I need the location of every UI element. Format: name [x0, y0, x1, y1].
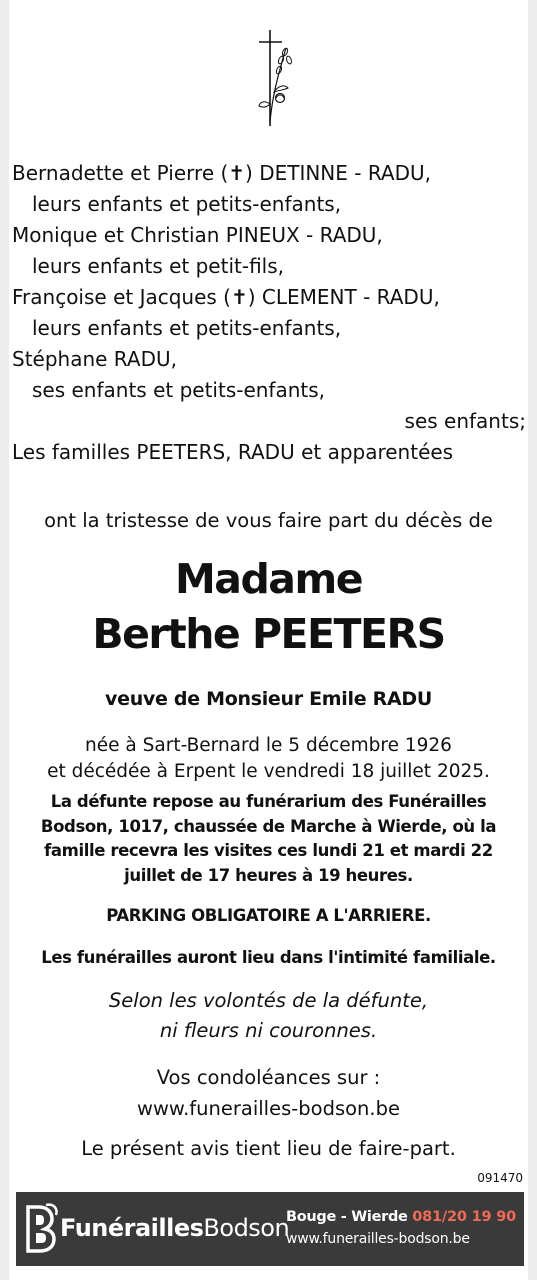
- wishes-line: ni fleurs ni couronnes.: [159, 1019, 378, 1042]
- phone-number[interactable]: 081/20 19 90: [412, 1209, 516, 1225]
- locations: Bouge - Wierde: [285, 1209, 408, 1225]
- family-line: Monique et Christian PINEUX - RADU,: [12, 223, 383, 247]
- private-funeral-notice: Les funérailles auront lieu dans l'intimité familiale.: [41, 948, 496, 967]
- family-line: leurs enfants et petits-enfants,: [32, 316, 342, 340]
- condolences-block: [9, 1062, 528, 1124]
- contact-info: [286, 1206, 516, 1250]
- repose-line: La défunte repose au funérarium des Funérailles: [50, 792, 487, 811]
- repose-line: Bodson, 1017, chaussée de Marche à Wierde, où la: [40, 816, 497, 836]
- wishes-line: Selon les volontés de la défunte,: [108, 989, 429, 1012]
- funeral-home-banner: [16, 1192, 524, 1266]
- family-line: Bernadette et Pierre (✝) DETINNE - RADU,: [12, 161, 432, 185]
- brand-second: Bodson: [203, 1214, 290, 1242]
- family-line: ses enfants;: [404, 409, 526, 433]
- repose-info: [23, 790, 514, 888]
- deceased-name: Berthe PEETERS: [92, 610, 445, 658]
- condolences-label: Vos condoléances sur :: [156, 1066, 381, 1089]
- death-line: et décédée à Erpent le vendredi 18 juillet 2025.: [47, 761, 490, 782]
- condolences-link[interactable]: www.funerailles-bodson.be: [137, 1097, 400, 1120]
- website-link[interactable]: www.funerailles-bodson.be: [285, 1231, 470, 1247]
- obituary-card: [9, 0, 528, 1280]
- family-line: leurs enfants et petit-fils,: [32, 254, 285, 278]
- deceased-title: Madame: [174, 555, 362, 603]
- cross-with-wheat-icon: [254, 30, 294, 128]
- widow-of-line: veuve de Monsieur Emile RADU: [105, 688, 432, 710]
- faire-part-notice: Le présent avis tient lieu de faire-part.: [81, 1137, 456, 1160]
- brand-name: [60, 1210, 289, 1246]
- deceased-name-block: [9, 552, 528, 662]
- announcement-intro: ont la tristesse de vous faire part du décès de: [44, 509, 493, 532]
- family-line: Françoise et Jacques (✝) CLEMENT - RADU,: [12, 285, 440, 309]
- family-list: [12, 158, 526, 468]
- wishes-notice: [9, 986, 528, 1046]
- bodson-logo-icon: [22, 1201, 60, 1259]
- repose-line: famille recevra les visites ces lundi 21 et mardi 22: [44, 841, 493, 860]
- repose-line: juillet de 17 heures à 19 heures.: [124, 865, 413, 885]
- birth-death-dates: [9, 733, 528, 785]
- reference-number: 091470: [477, 1171, 523, 1185]
- family-line: leurs enfants et petits-enfants,: [32, 192, 342, 216]
- parking-notice: PARKING OBLIGATOIRE A L'ARRIERE.: [106, 906, 431, 925]
- birth-line: née à Sart-Bernard le 5 décembre 1926: [85, 735, 452, 756]
- family-line: Stéphane RADU,: [12, 347, 177, 371]
- family-line: ses enfants et petits-enfants,: [32, 378, 326, 402]
- brand-first: Funérailles: [60, 1214, 204, 1242]
- family-line: Les familles PEETERS, RADU et apparentées: [12, 440, 454, 464]
